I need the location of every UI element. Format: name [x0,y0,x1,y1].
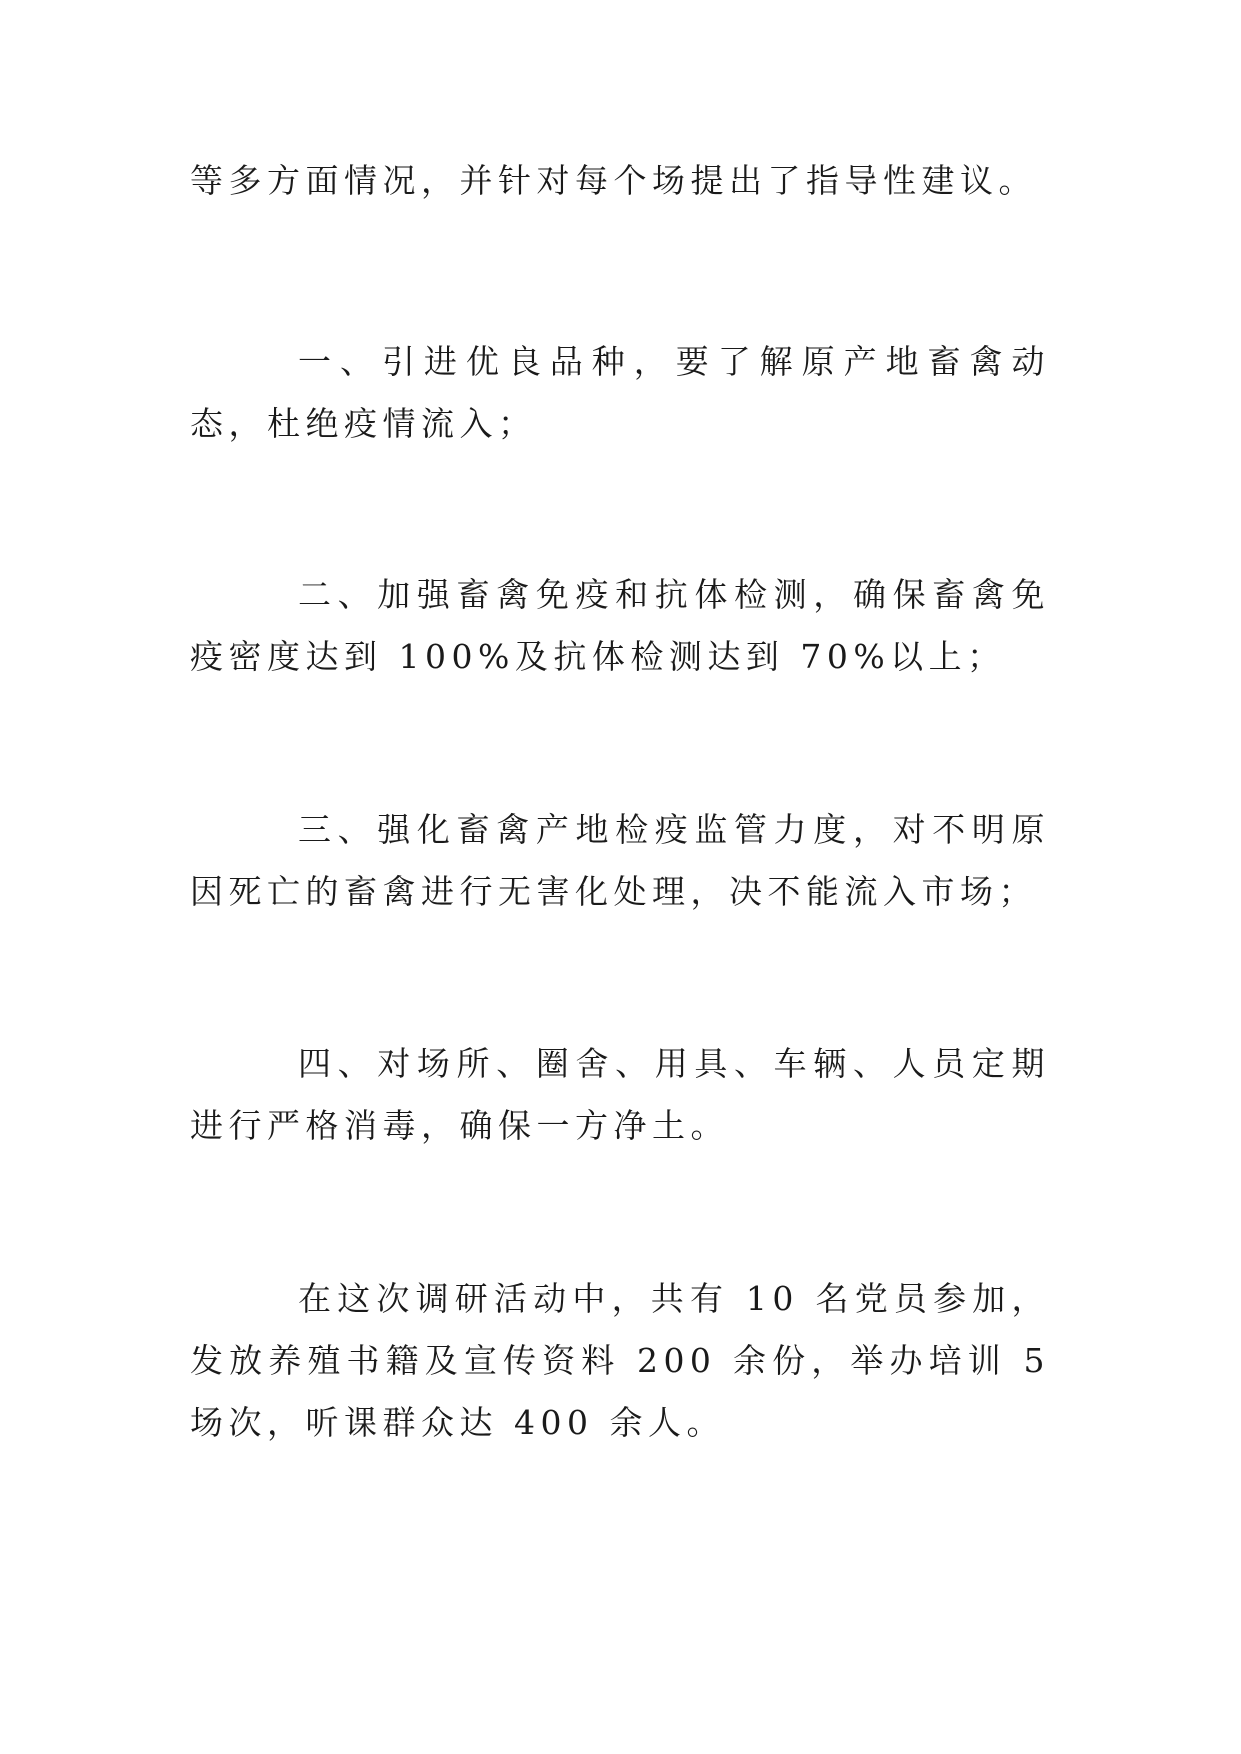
paragraph-summary: 在这次调研活动中，共有 10 名党员参加，发放养殖书籍及宣传资料 200 余份，举办培训 5 场次，听课群众达 400 余人。 [190,1279,1050,1442]
paragraph-item-3: 三、强化畜禽产地检疫监管力度，对不明原因死亡的畜禽进行无害化处理，决不能流入市场； [190,810,1050,911]
paragraph-continuation: 等多方面情况，并针对每个场提出了指导性建议。 [190,161,1037,200]
paragraph-item-2: 二、加强畜禽免疫和抗体检测，确保畜禽免疫密度达到 100%及抗体检测达到 70%以上； [190,575,1050,676]
paragraph-item-4: 四、对场所、圈舍、用具、车辆、人员定期进行严格消毒，确保一方净土。 [190,1044,1050,1145]
paragraph-item-1: 一、引进优良品种，要了解原产地畜禽动态，杜绝疫情流入； [190,342,1050,443]
